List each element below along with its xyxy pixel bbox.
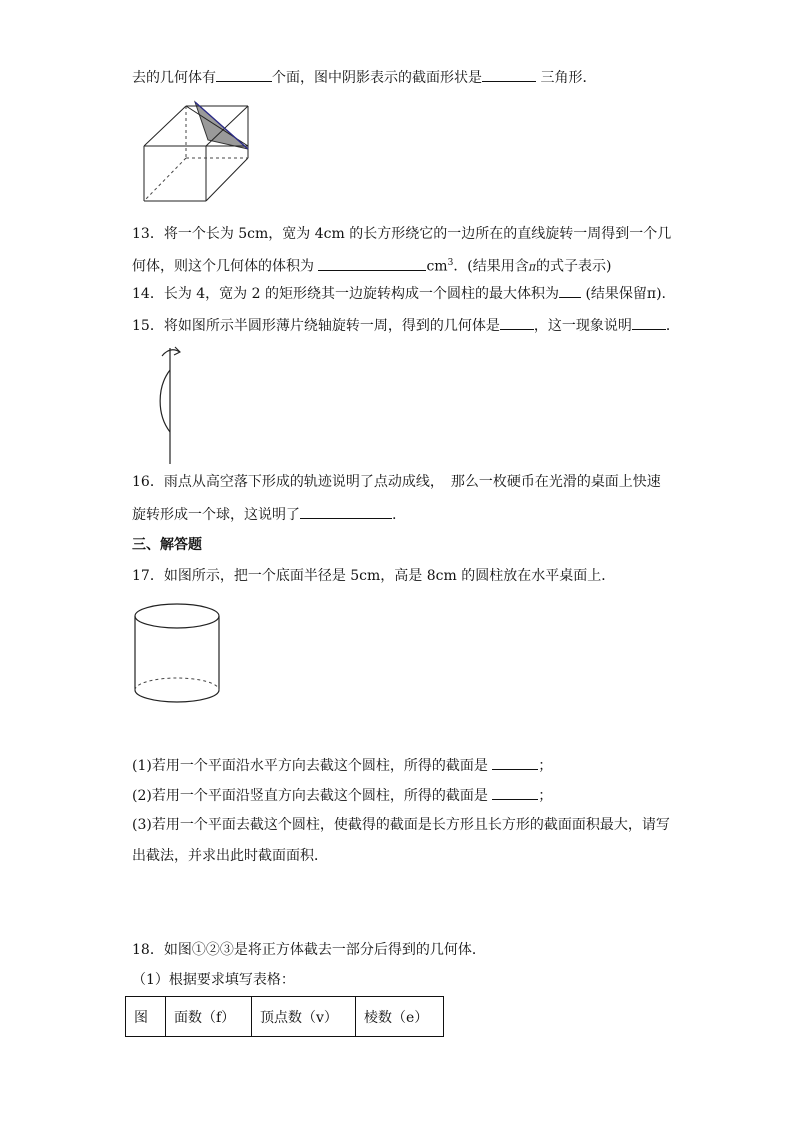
answer-blank[interactable] [632,314,666,330]
answer-blank[interactable] [500,314,534,330]
answer-blank[interactable] [492,754,538,770]
semicolon: ； [538,788,553,804]
answer-table [125,996,444,1037]
table-header-cell: 面数（f） [166,997,252,1037]
q15-line [132,314,680,336]
answer-blank[interactable] [216,66,272,82]
table-header-row [126,997,444,1037]
q17-intro: 17．如图所示，把一个底面半径是 5cm，高是 8cm 的圆柱放在水平桌面上． [132,568,616,584]
q16-text: 旋转形成一个球，这说明了 [132,507,300,523]
section-heading: 三、解答题 [132,537,202,553]
q17-p1-text: (1)若用一个平面沿水平方向去截这个圆柱，所得的截面是 [132,758,488,774]
q13-text: 何体，则这个几何体的体积为 [132,258,314,275]
q16-end: . [392,507,397,523]
q16-line-2 [132,503,396,525]
q13-line-1: 13．将一个长为 5cm，宽为 4cm 的长方形绕它的一边所在的直线旋转一周得到一个几 [132,226,672,242]
answer-blank[interactable] [318,255,426,271]
q17-p2-text: (2)若用一个平面沿竖直方向去截这个圆柱，所得的截面是 [132,788,488,804]
table-header-cell: 棱数（e） [356,997,444,1037]
q17-part-1 [132,754,552,776]
cylinder-figure [130,600,224,710]
q15-text-2: ，这一现象说明 [533,318,632,334]
q13-note-1: ．(结果用含 [453,258,529,275]
semicolon: ； [538,758,553,774]
q14-line [132,282,666,304]
table-header-cell: 图 [126,997,166,1037]
unit-exponent: 3 [447,258,454,268]
q12-text-1: 去的几何体有 [132,70,216,86]
q13-line-2 [132,253,611,278]
q12-line [132,66,596,88]
semicircle-axis-figure [128,340,188,464]
answer-blank[interactable] [300,503,392,519]
q14-text: 14．长为 4，宽为 2 的矩形绕其一边旋转构成一个圆柱的最大体积为 [132,286,559,302]
unit-cm: cm [426,258,448,275]
q16-line-1: 16．雨点从高空落下形成的轨迹说明了点动成线， 那么一枚硬币在光滑的桌面上快速 [132,474,661,490]
answer-blank[interactable] [559,282,581,298]
cube-section-figure [138,96,256,206]
q15-text-1: 15．将如图所示半圆形薄片绕轴旋转一周，得到的几何体是 [132,318,500,334]
q12-text-2: 个面，图中阴影表示的截面形状是 [272,70,482,86]
q17-part-3a: (3)若用一个平面去截这个圆柱，使截得的截面是长方形且长方形的截面面积最大，请写 [132,817,670,833]
table-header-cell: 顶点数（v） [252,997,356,1037]
q15-text-3: ． [665,318,680,334]
q17-part-3b: 出截法，并求出此时截面面积． [132,848,328,864]
q14-note: (结果保留π). [585,286,667,302]
answer-blank[interactable] [482,66,536,82]
pi-symbol: π [528,260,537,274]
q12-text-3: 三角形． [540,70,597,86]
q18-sub1: （1）根据要求填写表格： [132,972,295,988]
answer-blank[interactable] [492,784,538,800]
q13-note-2: 的式子表示) [536,258,612,275]
q18-intro: 18．如图①②③是将正方体截去一部分后得到的几何体． [132,942,486,958]
q17-part-2 [132,784,552,806]
